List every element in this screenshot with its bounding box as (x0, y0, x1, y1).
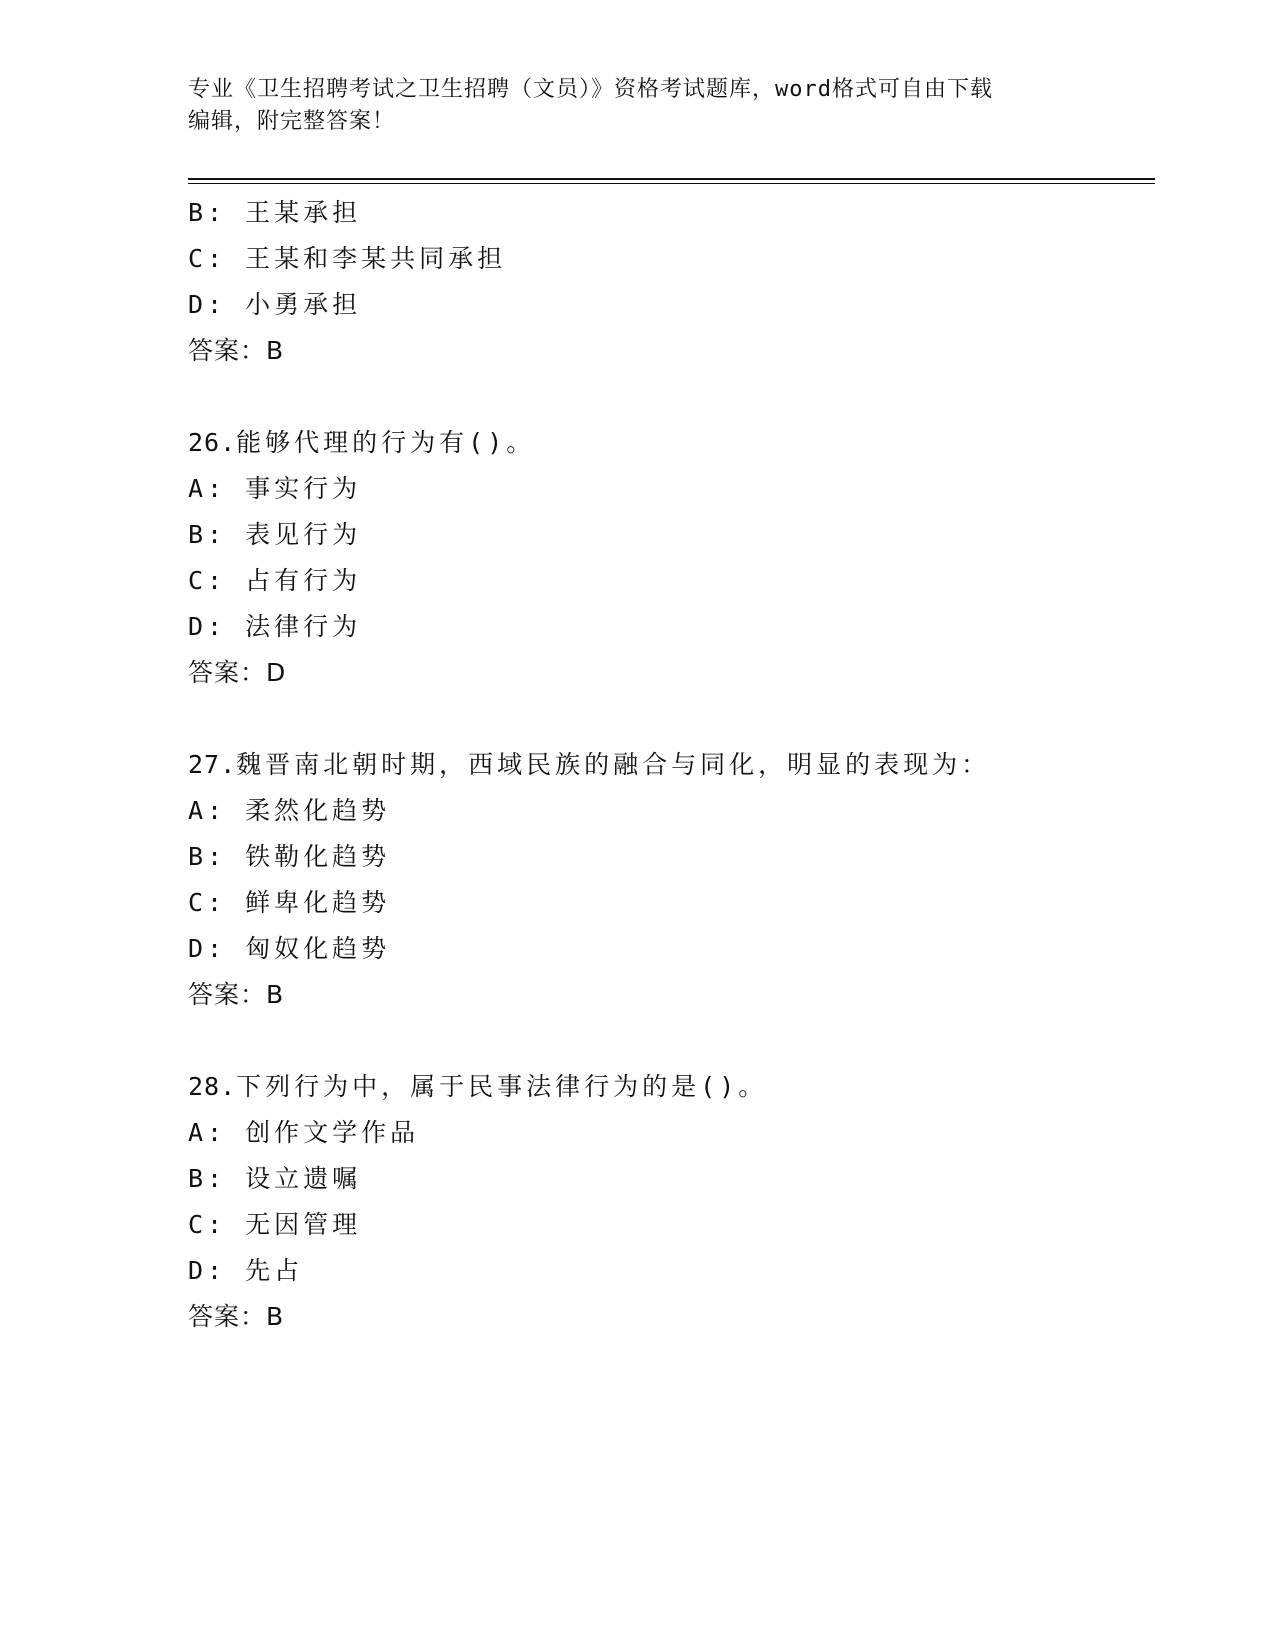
option-b: B: 设立遗嘱 (188, 1164, 362, 1193)
option-d: D: 匈奴化趋势 (188, 934, 391, 963)
answer-line: 答案：B (188, 980, 285, 1009)
answer-line: 答案：B (188, 1302, 285, 1331)
option-a: A: 创作文学作品 (188, 1118, 420, 1147)
option-c: C: 王某和李某共同承担 (188, 244, 507, 273)
question-28 (188, 1064, 1148, 1340)
answer-line: 答案：D (188, 658, 287, 687)
question-stem: 27.魏晋南北朝时期，西域民族的融合与同化，明显的表现为： (188, 750, 991, 779)
option-b: B: 表见行为 (188, 520, 362, 549)
option-d: D: 法律行为 (188, 612, 362, 641)
question-27 (188, 742, 1148, 1018)
question-26 (188, 420, 1148, 696)
header-divider (188, 178, 1155, 184)
option-b: B: 王某承担 (188, 198, 362, 227)
question-25-continued (188, 190, 1148, 374)
option-a: A: 事实行为 (188, 474, 362, 503)
question-list (188, 190, 1148, 1340)
option-c: C: 无因管理 (188, 1210, 362, 1239)
header-line-2: 编辑，附完整答案！ (188, 109, 396, 134)
document-header (188, 74, 1088, 138)
option-d: D: 先占 (188, 1256, 304, 1285)
header-line-1: 专业《卫生招聘考试之卫生招聘（文员）》资格考试题库，word格式可自由下载 (188, 77, 993, 102)
option-a: A: 柔然化趋势 (188, 796, 391, 825)
option-c: C: 占有行为 (188, 566, 362, 595)
question-stem: 26.能够代理的行为有()。 (188, 428, 536, 457)
option-c: C: 鲜卑化趋势 (188, 888, 391, 917)
answer-line: 答案：B (188, 336, 285, 365)
option-d: D: 小勇承担 (188, 290, 362, 319)
option-b: B: 铁勒化趋势 (188, 842, 391, 871)
question-stem: 28.下列行为中，属于民事法律行为的是()。 (188, 1072, 768, 1101)
